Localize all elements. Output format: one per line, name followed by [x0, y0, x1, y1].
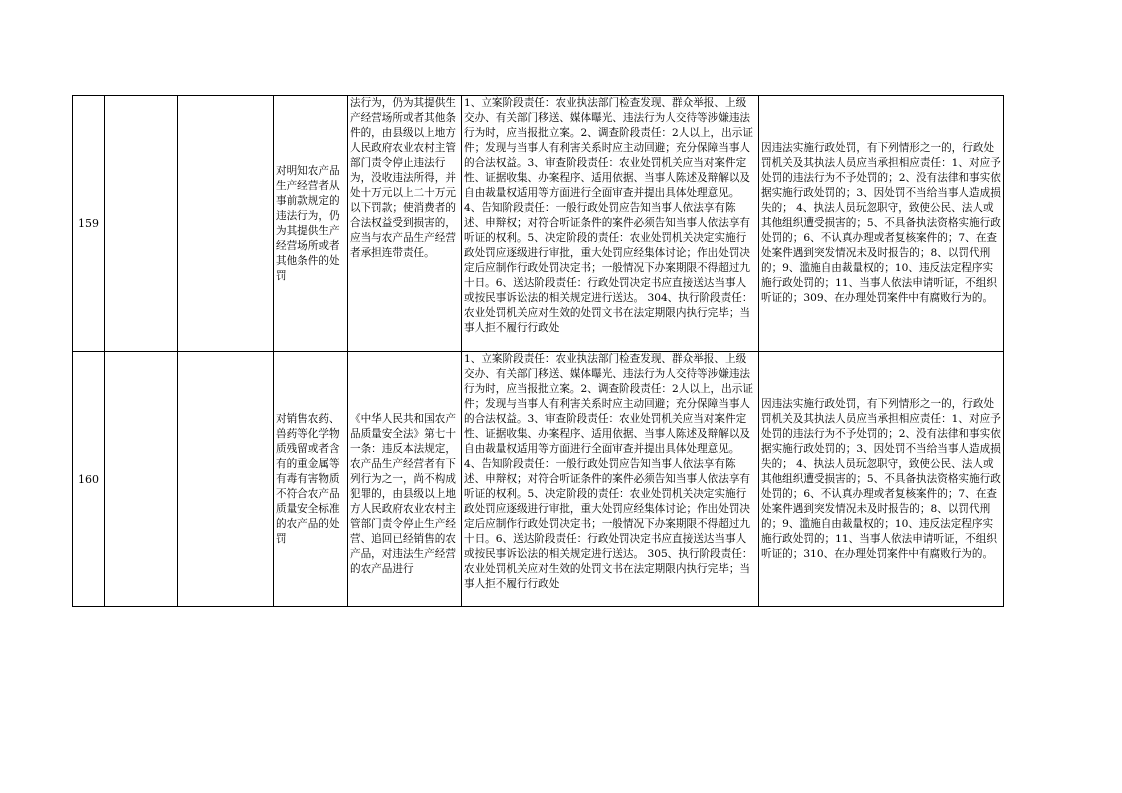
empty-cell — [178, 96, 274, 352]
accountability-text: 因违法实施行政处罚，有下列情形之一的，行政处罚机关及其执法人员应当承担相应责任：1、对应予处罚的违法行为不予处罚的；2、没有法律和事实依据实施行政处罚的；3、因处罚不当给当事人造成损失的； 4、执法人员玩忽职守，致使公民、法人或其他组织遭受损害的；5、不具备执法资格实施行政处罚的；6、不认真办理或者复核案件的；7、在查处案件遇到突发情况未及时报告的；8、以罚代刑的；9、滥施自由裁量权的；10、违反法定程序实施行政处罚的；11、当事人依法申请听证，不组织听证的；310、在办理处罚案件中有腐败行为的。 — [761, 397, 1001, 560]
duty-cell — [462, 96, 759, 352]
accountability-cell — [759, 96, 1004, 352]
legal-basis: 《中华人民共和国农产品质量安全法》第七十一条：违反本法规定，农产品生产经营者有下列行为之一，尚不构成犯罪的，由县级以上地方人民政府农业农村主管部门责令停止生产经营、追回已经销售的农产品，对违法生产经营的农产品进行 — [350, 413, 456, 575]
empty-cell — [105, 96, 178, 352]
empty-cell — [178, 352, 274, 607]
duty-text: 1、立案阶段责任：农业执法部门检查发现、群众举报、上级交办、有关部门移送、媒体曝光、违法行为人交待等涉嫌违法行为时，应当报批立案。2、调查阶段责任：2人以上，出示证件；发现与当事人有利害关系时应主动回避；充分保障当事人的合法权益。3、审查阶段责任：农业处罚机关应当对案件定性、证据收集、办案程序、适用依据、当事人陈述及辩解以及自由裁量权适用等方面进行全面审查并提出具体处理意见。4、告知阶段责任：一般行政处罚应告知当事人依法享有陈述、申辩权；对符合听证条件的案件必须告知当事人依法享有听证的权利。5、决定阶段的责任：农业处罚机关决定实施行政处罚应逐级进行审批，重大处罚应经集体讨论；作出处罚决定后应制作行政处罚决定书；一般情况下办案期限不得超过九十日。6、送达阶段责任：行政处罚决定书应直接送达当事人或按民事诉讼法的相关规定进行送达。 305、执行阶段责任：农业处罚机关应对生效的处罚文书在法定期限内执行完毕；当事人拒不履行行政处 — [464, 353, 753, 590]
table-row — [73, 96, 1004, 352]
accountability-text: 因违法实施行政处罚，有下列情形之一的，行政处罚机关及其执法人员应当承担相应责任：1、对应予处罚的违法行为不予处罚的；2、没有法律和事实依据实施行政处罚的；3、因处罚不当给当事人造成损失的； 4、执法人员玩忽职守，致使公民、法人或其他组织遭受损害的；5、不具备执法资格实施行政处罚的；6、不认真办理或者复核案件的；7、在查处案件遇到突发情况未及时报告的；8、以罚代刑的；9、滥施自由裁量权的；10、违反法定程序实施行政处罚的；11、当事人依法申请听证，不组织听证的；309、在办理处罚案件中有腐败行为的。 — [761, 142, 1001, 304]
item-name: 对明知农产品生产经营者从事前款规定的违法行为，仍为其提供生产经营场所或者其他条件的处罚 — [276, 164, 340, 282]
empty-cell — [105, 352, 178, 607]
item-name-cell — [274, 352, 348, 607]
responsibility-table — [72, 95, 1004, 607]
item-name: 对销售农药、兽药等化学物质残留或者含有的重金属等有毒有害物质不符合农产品质量安全标准的农产品的处罚 — [276, 412, 340, 545]
duty-cell — [462, 352, 759, 607]
accountability-cell — [759, 352, 1004, 607]
row-number: 160 — [73, 352, 105, 607]
table-row — [73, 352, 1004, 607]
legal-basis: 法行为，仍为其提供生产经营场所或者其他条件的，由县级以上地方人民政府农业农村主管部门责令停止违法行为，没收违法所得，并处十万元以上二十万元以下罚款；使消费者的合法权益受到损害的，应当与农产品生产经营者承担连带责任。 — [350, 97, 456, 259]
duty-text: 1、立案阶段责任：农业执法部门检查发现、群众举报、上级交办、有关部门移送、媒体曝光、违法行为人交待等涉嫌违法行为时，应当报批立案。2、调查阶段责任：2人以上，出示证件；发现与当事人有利害关系时应主动回避；充分保障当事人的合法权益。3、审查阶段责任：农业处罚机关应当对案件定性、证据收集、办案程序、适用依据、当事人陈述及辩解以及自由裁量权适用等方面进行全面审查并提出具体处理意见。4、告知阶段责任：一般行政处罚应告知当事人依法享有陈述、申辩权；对符合听证条件的案件必须告知当事人依法享有听证的权利。5、决定阶段的责任：农业处罚机关决定实施行政处罚应逐级进行审批，重大处罚应经集体讨论；作出处罚决定后应制作行政处罚决定书；一般情况下办案期限不得超过九十日。6、送达阶段责任：行政处罚决定书应直接送达当事人或按民事诉讼法的相关规定进行送达。 304、执行阶段责任：农业处罚机关应对生效的处罚文书在法定期限内执行完毕；当事人拒不履行行政处 — [464, 97, 753, 334]
legal-basis-cell — [348, 352, 462, 607]
row-number: 159 — [73, 96, 105, 352]
item-name-cell — [274, 96, 348, 352]
legal-basis-cell — [348, 96, 462, 352]
